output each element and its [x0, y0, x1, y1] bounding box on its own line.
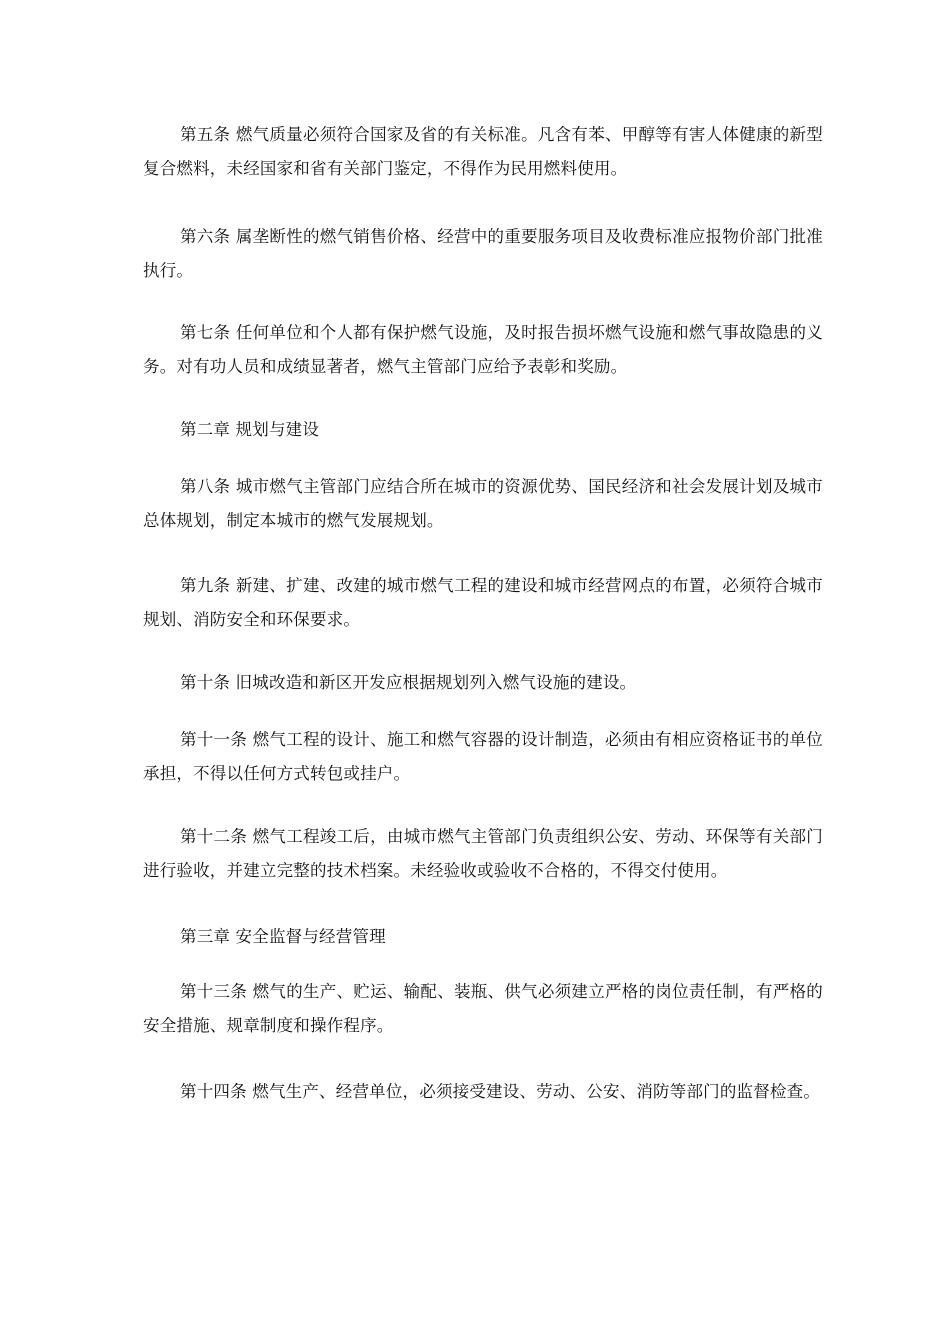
article-10: 第十条 旧城改造和新区开发应根据规划列入燃气设施的建设。	[180, 673, 637, 692]
article-7: 第七条 任何单位和个人都有保护燃气设施，及时报告损坏燃气设施和燃气事故隐患的义务。对有功人员和成绩显著者，燃气主管部门应给予表彰和奖励。	[143, 323, 823, 376]
article-9: 第九条 新建、扩建、改建的城市燃气工程的建设和城市经营网点的布置，必须符合城市规划、消防安全和环保要求。	[143, 576, 823, 629]
article-6: 第六条 属垄断性的燃气销售价格、经营中的重要服务项目及收费标准应报物价部门批准执行。	[143, 227, 823, 280]
chapter-2-heading: 第二章 规划与建设	[180, 420, 320, 439]
article-11: 第十一条 燃气工程的设计、施工和燃气容器的设计制造，必须由有相应资格证书的单位承担，不得以任何方式转包或挂户。	[143, 730, 823, 783]
article-14: 第十四条 燃气生产、经营单位，必须接受建设、劳动、公安、消防等部门的监督检查。	[180, 1082, 821, 1101]
article-13: 第十三条 燃气的生产、贮运、输配、装瓶、供气必须建立严格的岗位责任制，有严格的安全措施、规章制度和操作程序。	[143, 982, 823, 1035]
article-12: 第十二条 燃气工程竣工后，由城市燃气主管部门负责组织公安、劳动、环保等有关部门进行验收，并建立完整的技术档案。未经验收或验收不合格的，不得交付使用。	[143, 827, 823, 880]
chapter-3-heading: 第三章 安全监督与经营管理	[180, 927, 386, 946]
article-5: 第五条 燃气质量必须符合国家及省的有关标准。凡含有苯、甲醇等有害人体健康的新型复合燃料，未经国家和省有关部门鉴定，不得作为民用燃料使用。	[143, 125, 823, 178]
article-8: 第八条 城市燃气主管部门应结合所在城市的资源优势、国民经济和社会发展计划及城市总体规划，制定本城市的燃气发展规划。	[143, 477, 823, 530]
